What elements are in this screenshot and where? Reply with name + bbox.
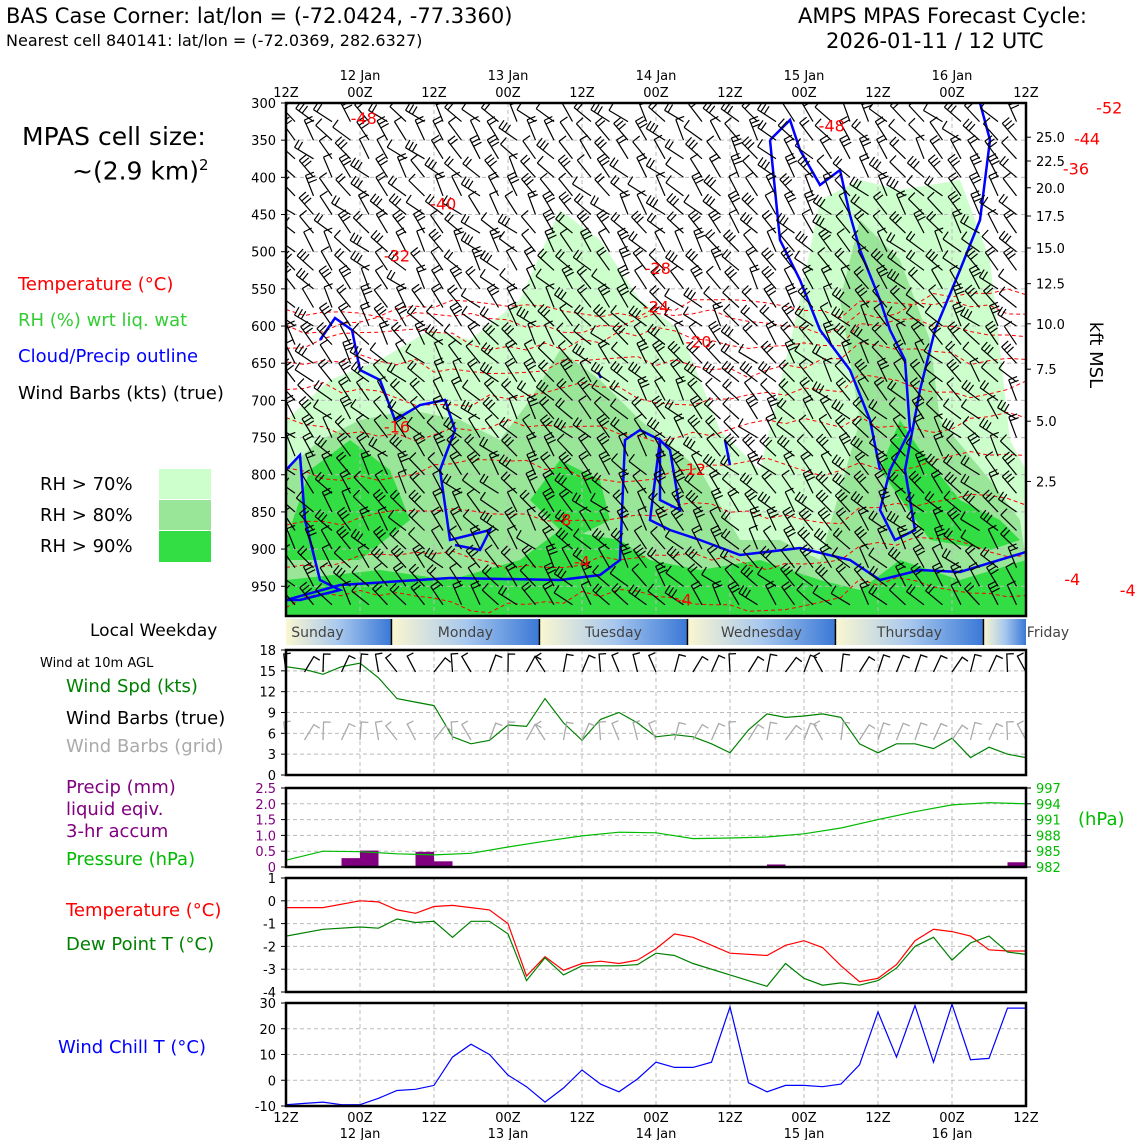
wind-barb-true [564,654,574,672]
bottom-hour-label: 12Z [1013,1111,1039,1126]
wind-barb-grid [971,723,982,741]
wind-barb [539,81,554,103]
temperature-contour-label: -20 [685,332,712,352]
wind-spd-label: Wind Spd (kts) [66,676,198,697]
top-hour-label: 12Z [865,86,891,101]
weekday-label: Tuesday [584,625,642,641]
y-tick-label: -1 [263,917,276,933]
y-tick-label: 18 [259,644,276,659]
wind-barb [906,83,924,103]
bottom-hour-label: 12Z [865,1111,891,1126]
wind-barb [451,80,462,104]
wind-barb [895,79,907,103]
temperature-contour-label: -28 [644,259,671,279]
cell-size-value: ~(2.9 km) [72,156,199,186]
legend-wind: Wind Barbs (kts) (true) [18,383,224,404]
precip-label-1: Precip (mm) [66,777,176,798]
windchill-panel [255,997,1026,1115]
wind-panel [259,644,1026,784]
temperature-contour-label: -48 [350,108,377,128]
wind-barb [610,83,628,103]
temperature-label: Temperature (°C) [66,900,222,921]
wind-barb-true [649,653,656,672]
temperature-contour-label: -4 [574,552,590,572]
temperature-contour-label: -16 [383,417,411,437]
title-right-line1: AMPS MPAS Forecast Cycle: [798,4,1087,28]
temperature-contour-label: -4 [675,590,692,610]
pressure-tick-label: 982 [1036,861,1061,876]
precip-label-2: liquid eqiv. [66,799,164,820]
precip-bar [342,858,361,867]
title-left: BAS Case Corner: lat/lon = (-72.0424, -77.3360) [6,4,513,28]
bottom-hour-label: 00Z [939,1111,965,1126]
kft-tick-label: 12.5 [1036,277,1065,293]
local-weekday-label: Local Weekday [90,621,218,641]
y-tick-label: 9 [267,706,276,722]
bottom-hour-label: 00Z [495,1111,521,1126]
wind-barbs-grid-label: Wind Barbs (grid) [66,736,224,757]
temperature-contour-label: -32 [383,246,411,266]
wind-barb-true [814,653,823,672]
top-hour-label: 00Z [495,86,521,101]
wind-barb-grid [915,723,927,740]
top-hour-label: 00Z [347,86,373,101]
weekday-band [983,619,1026,645]
wind-barb-grid [386,722,397,740]
temperature-contour-label: -8 [555,510,572,530]
wind-barb-true [767,654,777,672]
wind-barb-true [1007,654,1014,672]
bottom-hour-label: 12Z [569,1111,595,1126]
wind-barb-grid [612,721,619,740]
y-tick-label: 1.5 [255,813,276,829]
wind-barb-true [535,653,545,672]
wind-barbs-true-label: Wind Barbs (true) [66,708,226,729]
bottom-hour-label: 00Z [347,1111,373,1126]
y-tick-label: -2 [263,940,276,956]
wind-barb [981,82,998,103]
wind-barb-grid [675,723,686,740]
wind-barb-grid [712,724,726,741]
wind-barb-grid [952,725,968,740]
weekday-label: Wednesday [720,625,802,641]
wind-barb-true [841,654,850,672]
pressure-tick-label: 988 [1036,829,1061,845]
legend-cloud: Cloud/Precip outline [18,346,199,367]
wind-barb-true [633,653,640,672]
wind-barb [462,83,480,103]
wind-barb [667,82,684,103]
temperature-contour-label: -24 [642,297,670,317]
y-tick-label: 12 [259,685,276,701]
rh70-label: RH > 70% [40,474,133,495]
top-date-label: 16 Jan [931,69,973,84]
y-tick-label: 10 [259,1048,276,1064]
wind-barb-true [712,656,726,673]
wind-barb-grid [934,724,948,740]
rh80-label: RH > 80% [40,505,133,526]
bottom-hour-label: 00Z [643,1111,669,1126]
pressure-tick-label: 850 [251,505,276,521]
temperature-contour-label: -12 [679,459,707,479]
wind-barb-true [1017,653,1026,672]
temperature-panel [263,872,1026,1001]
wind-barb-true [612,653,619,672]
rh90-swatch [159,531,211,562]
wind-barb [303,79,313,103]
wind-barb-true [878,655,890,672]
pressure-tick-label: 600 [251,320,276,336]
y-tick-label: 2.0 [255,797,276,813]
y-tick-label: 3 [267,748,276,764]
wind-barb-grid [767,722,777,740]
wind-barb-true [693,657,708,672]
wind-barb-true [749,657,765,672]
wind-barb-true [989,656,1003,672]
wind-barb [833,82,851,103]
wind-barb-grid [749,725,765,740]
wind-barb-true [599,654,606,672]
pressure-tick-label: 400 [251,171,276,187]
windchill-label: Wind Chill T (°C) [58,1037,206,1058]
bottom-date-label: 15 Jan [783,1127,825,1140]
wind-barb-grid [860,725,876,740]
y-tick-label: 2.5 [255,782,276,797]
kft-tick-label: 15.0 [1036,241,1065,257]
precip-pressure-panel [255,782,1061,876]
wind-barb-true [915,655,927,672]
top-hour-label: 12Z [717,86,743,101]
wind-barb-grid [535,721,545,740]
y-tick-label: 0 [267,1074,276,1090]
wind-barb-grid [814,721,823,740]
wind-barb-true [971,655,982,673]
wind-barb-true [386,654,397,672]
top-date-label: 15 Jan [783,69,825,84]
top-hour-label: 12Z [569,86,595,101]
wind-barb-true [729,654,736,672]
panel-frame [286,788,1026,867]
wind-barb-grid [729,722,736,740]
wind-barb-true [407,653,415,672]
wind-barb-true [786,658,802,673]
wind-barb-true [860,657,876,672]
hpa-unit-label: (hPa) [1078,809,1125,830]
wind-barb-grid [462,721,471,740]
cell-size-sup: 2 [199,156,209,174]
pressure-tick-label: 985 [1036,845,1061,861]
wind-barb-true [508,654,515,672]
subtitle-left: Nearest cell 840141: lat/lon = (-72.0369, 282.6327) [6,31,423,50]
pressure-tick-label: 900 [251,543,276,559]
top-date-label: 14 Jan [635,69,677,84]
wind-barb [396,79,408,103]
wind-barb-grid [599,722,606,740]
pressure-tick-label: 800 [251,468,276,484]
top-hour-label: 12Z [273,86,299,101]
bottom-hour-label: 12Z [273,1111,299,1126]
top-date-label: 12 Jan [339,69,381,84]
pressure-tick-label: 994 [1036,797,1061,813]
pressure-label: Pressure (hPa) [66,849,196,870]
wind-10m-label: Wind at 10m AGL [40,656,154,671]
wind-barb-grid [878,723,890,740]
weekday-label: Sunday [291,625,344,641]
wind-barb [750,79,758,103]
kft-tick-label: 10.0 [1036,317,1065,333]
wind-barb-true [934,656,948,672]
y-tick-label: 0 [267,861,276,876]
y-tick-label: 0.5 [255,845,276,861]
kft-tick-label: 20.0 [1036,181,1065,197]
wind-barb-true [897,655,910,672]
wind-barb-grid [342,724,356,740]
dewpoint-label: Dew Point T (°C) [66,934,215,955]
temperature-contour-label: -48 [818,116,845,136]
kft-tick-label: 7.5 [1036,363,1057,379]
top-hour-label: 00Z [643,86,669,101]
y-tick-label: -3 [263,963,276,979]
pressure-tick-label: 450 [251,208,276,224]
pressure-tick-label: 750 [251,431,276,447]
bottom-hour-label: 12Z [717,1111,743,1126]
bottom-hour-label: 00Z [791,1111,817,1126]
wind-barb [766,79,776,103]
weekday-strip [286,619,1069,645]
top-date-label: 13 Jan [487,69,529,84]
y-tick-label: 30 [259,997,276,1012]
wind-barb-true [490,655,503,672]
wind-barb [593,82,609,103]
wind-barb [817,81,832,103]
wind-barb-true [675,655,686,672]
wind-barb-grid [786,726,802,741]
wind-barb-grid [323,722,331,740]
bottom-date-label: 12 Jan [339,1127,381,1140]
weekday-label: Friday [1026,625,1070,641]
rh80-swatch [159,500,211,530]
y-tick-label: 15 [259,664,276,680]
wind-barb-true [342,656,356,672]
temperature-contour-label: -36 [1062,159,1090,179]
pressure-tick-label: 500 [251,245,276,261]
top-hour-label: 00Z [939,86,965,101]
pressure-tick-label: 700 [251,394,276,410]
bottom-hour-label: 12Z [421,1111,447,1126]
y-tick-label: 6 [267,727,276,743]
pressure-tick-label: 950 [251,580,276,596]
pressure-tick-label: 991 [1036,813,1061,829]
temperature-contour-label: -4 [1064,569,1081,589]
y-tick-label: 0 [267,894,276,910]
y-tick-label: 1.0 [255,829,276,845]
cell-size-line1: MPAS cell size: [22,122,206,151]
kft-tick-label: 17.5 [1036,210,1065,226]
legend-temperature: Temperature (°C) [18,274,174,295]
top-hour-label: 00Z [791,86,817,101]
temperature-contour-label: -44 [1073,129,1101,149]
wind-barb-grid [1017,721,1026,740]
wind-barb-grid [649,721,656,740]
wind-barb-grid [897,723,910,740]
kft-msl-label: kft MSL [1085,321,1106,389]
wind-barb-grid [407,721,415,740]
wind-barb-true [527,656,542,672]
wind-barb-true [451,654,458,673]
bottom-date-label: 16 Jan [931,1127,973,1140]
wind-barb [320,80,332,103]
pressure-tick-label: 300 [251,97,276,112]
temperature-contour-label: -4 [1119,580,1136,600]
kft-tick-label: 5.0 [1036,415,1057,431]
y-tick-label: -10 [254,1100,276,1115]
weekday-label: Thursday [876,625,943,641]
bottom-date-label: 14 Jan [635,1127,677,1140]
bottom-date-label: 13 Jan [487,1127,529,1140]
wind-barb-grid [376,721,383,740]
wind-barb-true [376,653,383,672]
rh70-swatch [159,469,211,499]
legend-rh: RH (%) wrt liq. wat [18,310,188,331]
wind-barb-grid [989,724,1003,740]
wind-barb-grid [305,725,320,740]
y-tick-label: -4 [263,986,276,1001]
wind-barb-true [323,654,331,672]
precip-label-3: 3-hr accum [66,821,169,842]
kft-tick-label: 25.0 [1036,131,1065,147]
wind-barb-grid [527,724,542,740]
pressure-tick-label: 997 [1036,782,1061,797]
wind-barb-true [434,658,451,672]
pressure-tick-label: 650 [251,357,276,373]
top-hour-label: 12Z [421,86,447,101]
wind-barb-true [952,657,968,672]
wind-barb-true [582,655,596,672]
temperature-contour-label: -52 [1096,98,1123,118]
top-hour-label: 12Z [1013,86,1039,101]
wind-barb-true [462,653,471,672]
wind-barb [686,81,702,103]
wind-barb-grid [360,722,368,740]
y-tick-label: 0 [267,769,276,784]
temperature-contour-label: -40 [430,194,457,214]
kft-tick-label: 22.5 [1036,154,1065,170]
pressure-tick-label: 350 [251,134,276,150]
pressure-tick-label: 550 [251,282,276,298]
rh90-label: RH > 90% [40,536,133,557]
weekday-label: Monday [437,625,494,641]
kft-tick-label: 2.5 [1036,475,1057,491]
wind-barb-grid [1007,722,1014,740]
title-right-line2: 2026-01-11 / 12 UTC [826,29,1044,53]
y-tick-label: 1 [267,872,276,887]
y-tick-label: 20 [259,1022,276,1038]
